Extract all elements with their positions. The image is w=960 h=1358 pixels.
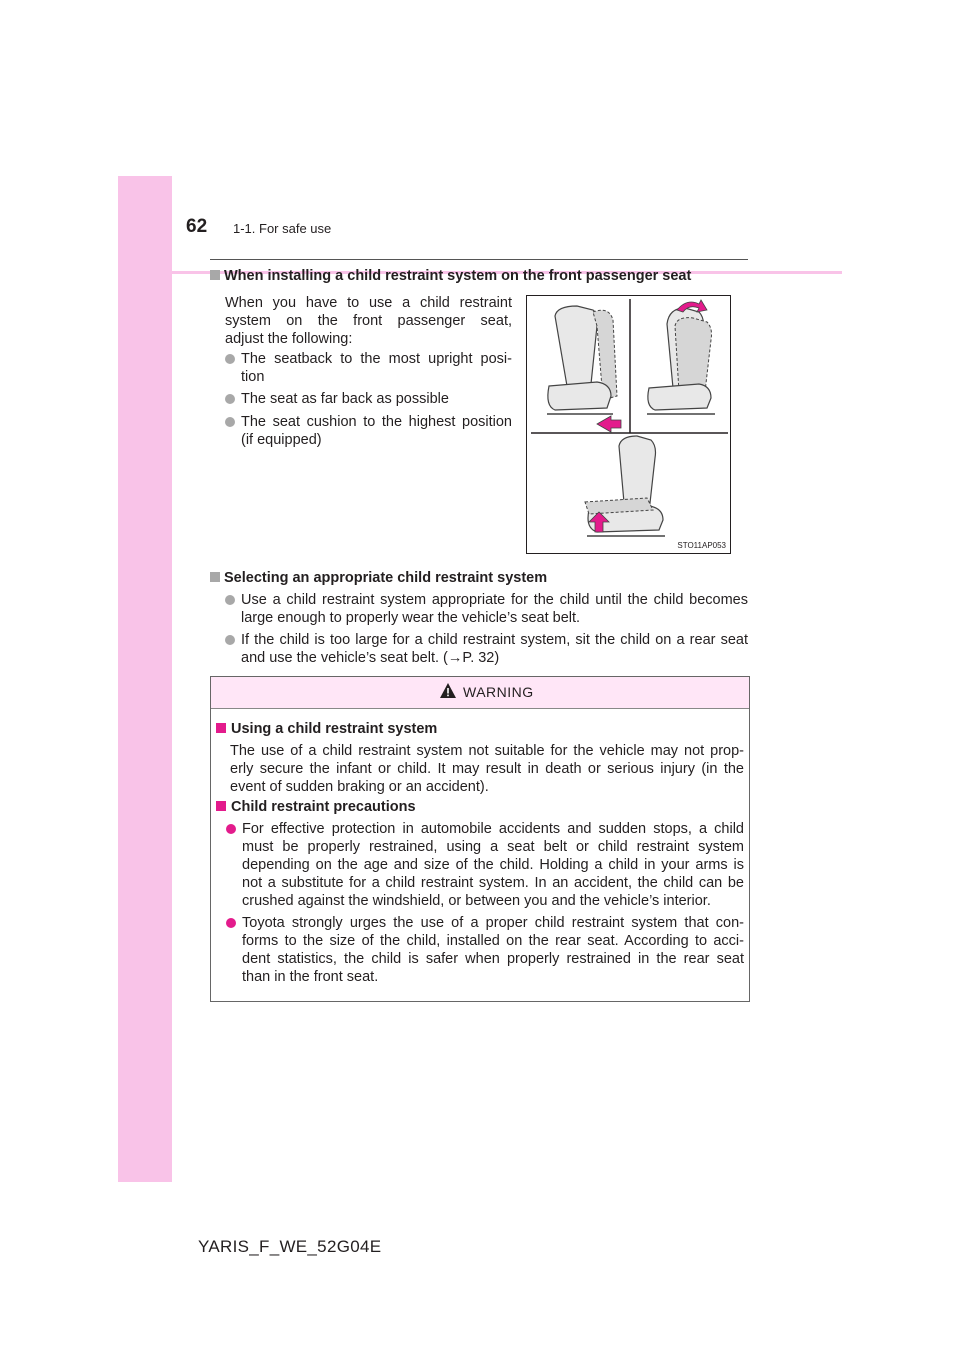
warning-paragraph: The use of a child restraint system not suitable for the vehicle may not prop- erly secure the infant or child. It may result in death or serious injury (in the event of sudden braking or an accident). [230, 743, 744, 795]
seat-adjustment-illustration [526, 295, 731, 554]
seat-slide-back-icon [547, 306, 621, 432]
section-title: 1-1. For safe use [233, 221, 332, 236]
list-item: The seat as far back as possible [225, 390, 512, 408]
list-item: If the child is too large for a child restraint system, sit the child on a rear seat and use the vehicle’s seat belt. (→P. 32) [225, 631, 748, 667]
warning-header [211, 677, 749, 709]
warning-icon [439, 682, 457, 699]
front-seat-intro: When you have to use a child restraint system on the front passenger seat, adjust the following: [225, 295, 512, 347]
bullet-icon [225, 417, 235, 427]
warning-title: WARNING [463, 684, 534, 700]
selecting-heading: Selecting an appropriate child restraint system [210, 570, 547, 586]
front-seat-heading: When installing a child restraint system on the front passenger seat [210, 268, 691, 284]
seat-cushion-height-icon [585, 436, 665, 536]
list-item: For effective protection in automobile accidents and sudden stops, a child must be properly restrained, using a seat belt or child restraint system depending on the age and size of the child. Holding a child in your arms is not a substitute for a child restraint system. In an accident, the child can be crushed against the windshield, or between you and the vehicle’s interior. [226, 820, 744, 910]
square-bullet-icon [210, 572, 220, 582]
square-bullet-icon [210, 270, 220, 280]
list-item: The seatback to the most upright posi- tion [225, 350, 512, 386]
warning-subheading: Using a child restraint system [216, 721, 437, 737]
side-band [118, 176, 172, 1182]
warning-subheading: Child restraint precautions [216, 799, 416, 815]
bullet-icon [226, 918, 236, 928]
warning-box [210, 676, 750, 1002]
document-code: YARIS_F_WE_52G04E [198, 1237, 382, 1256]
bullet-icon [226, 824, 236, 834]
section-separator [210, 259, 748, 260]
square-bullet-icon [216, 801, 226, 811]
list-item: The seat cushion to the highest position (if equipped) [225, 413, 512, 449]
seat-diagrams [527, 296, 732, 555]
list-item: Toyota strongly urges the use of a proper child restraint system that con- forms to the size of the child, installed on the rear seat. According to acci- dent statistics, the child is safer when properly restrained in the rear seat than in the front seat. [226, 914, 744, 986]
bullet-icon [225, 635, 235, 645]
bullet-icon [225, 354, 235, 364]
list-item: Use a child restraint system appropriate for the child until the child becomes large enough to properly wear the vehicle’s seat belt. [225, 591, 748, 627]
page-number: 62 [186, 216, 208, 237]
square-bullet-icon [216, 723, 226, 733]
seatback-upright-icon [647, 300, 715, 414]
bullet-icon [225, 394, 235, 404]
illustration-code: STO11AP053 [677, 541, 726, 550]
bullet-icon [225, 595, 235, 605]
